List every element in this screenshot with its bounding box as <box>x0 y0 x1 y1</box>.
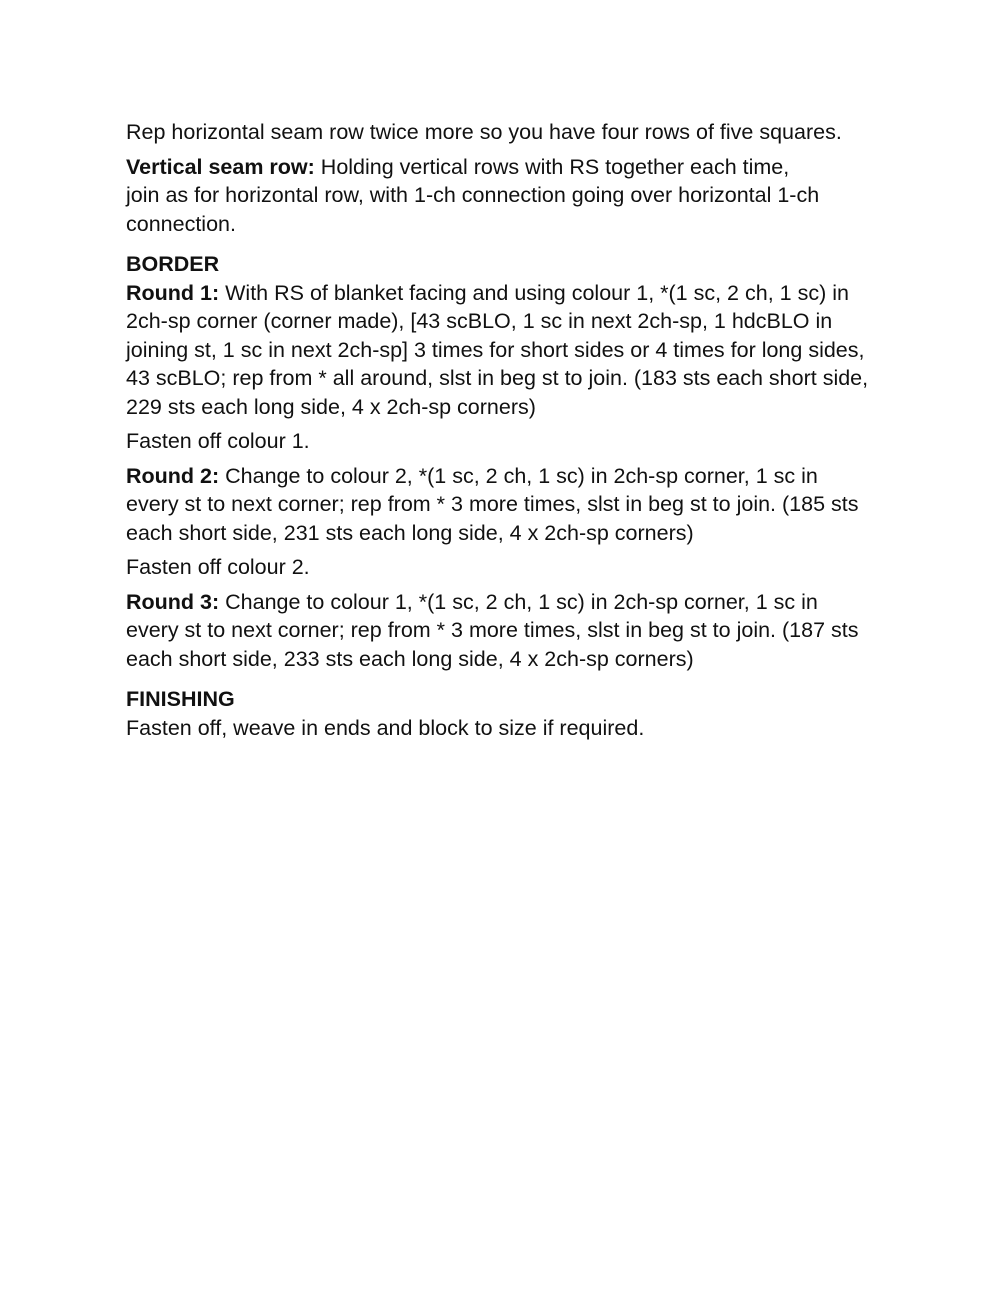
border-heading: BORDER <box>126 252 220 276</box>
vertical-seam-paragraph <box>126 153 826 239</box>
document-page <box>126 118 886 748</box>
round2-label: Round 2: <box>126 463 220 488</box>
round1-text: With RS of blanket facing and using colour 1, *(1 sc, 2 ch, 1 sc) in 2ch-sp corner (corner made), [43 scBLO, 1 sc in next 2ch-sp, 1 hdcBLO in joining st, 1 sc in next 2ch-sp] 3 times for short sides or 4 times for long sides, 43 scBLO; rep from * all around, slst in beg st to join. (183 sts each short side, 229 sts each long side, 4 x 2ch-sp corners) <box>126 280 869 419</box>
round3-paragraph <box>126 588 861 674</box>
vertical-seam-text: Holding vertical rows with RS together each time, join as for horizontal row, with 1-ch connection going over horizontal 1-ch connection. <box>126 154 820 236</box>
vertical-seam-label: Vertical seam row: <box>126 154 315 179</box>
round3-label: Round 3: <box>126 589 220 614</box>
round1-label: Round 1: <box>126 280 220 305</box>
intro-paragraph: Rep horizontal seam row twice more so you have four rows of five squares. <box>126 120 842 144</box>
fasten-off-colour1: Fasten off colour 1. <box>126 429 310 453</box>
round2-paragraph <box>126 462 861 548</box>
fasten-off-colour2: Fasten off colour 2. <box>126 555 310 579</box>
finishing-paragraph: Fasten off, weave in ends and block to size if required. <box>126 715 645 740</box>
finishing-heading: FINISHING <box>126 687 235 711</box>
round2-text: Change to colour 2, *(1 sc, 2 ch, 1 sc) in 2ch-sp corner, 1 sc in every st to next corner; rep from * 3 more times, slst in beg st to join. (185 sts each short side, 231 sts each long side, 4 x 2ch-sp corners) <box>126 463 859 545</box>
round1-paragraph <box>126 279 878 422</box>
round3-text: Change to colour 1, *(1 sc, 2 ch, 1 sc) in 2ch-sp corner, 1 sc in every st to next corner; rep from * 3 more times, slst in beg st to join. (187 sts each short side, 233 sts each long side, 4 x 2ch-sp corners) <box>126 589 859 671</box>
